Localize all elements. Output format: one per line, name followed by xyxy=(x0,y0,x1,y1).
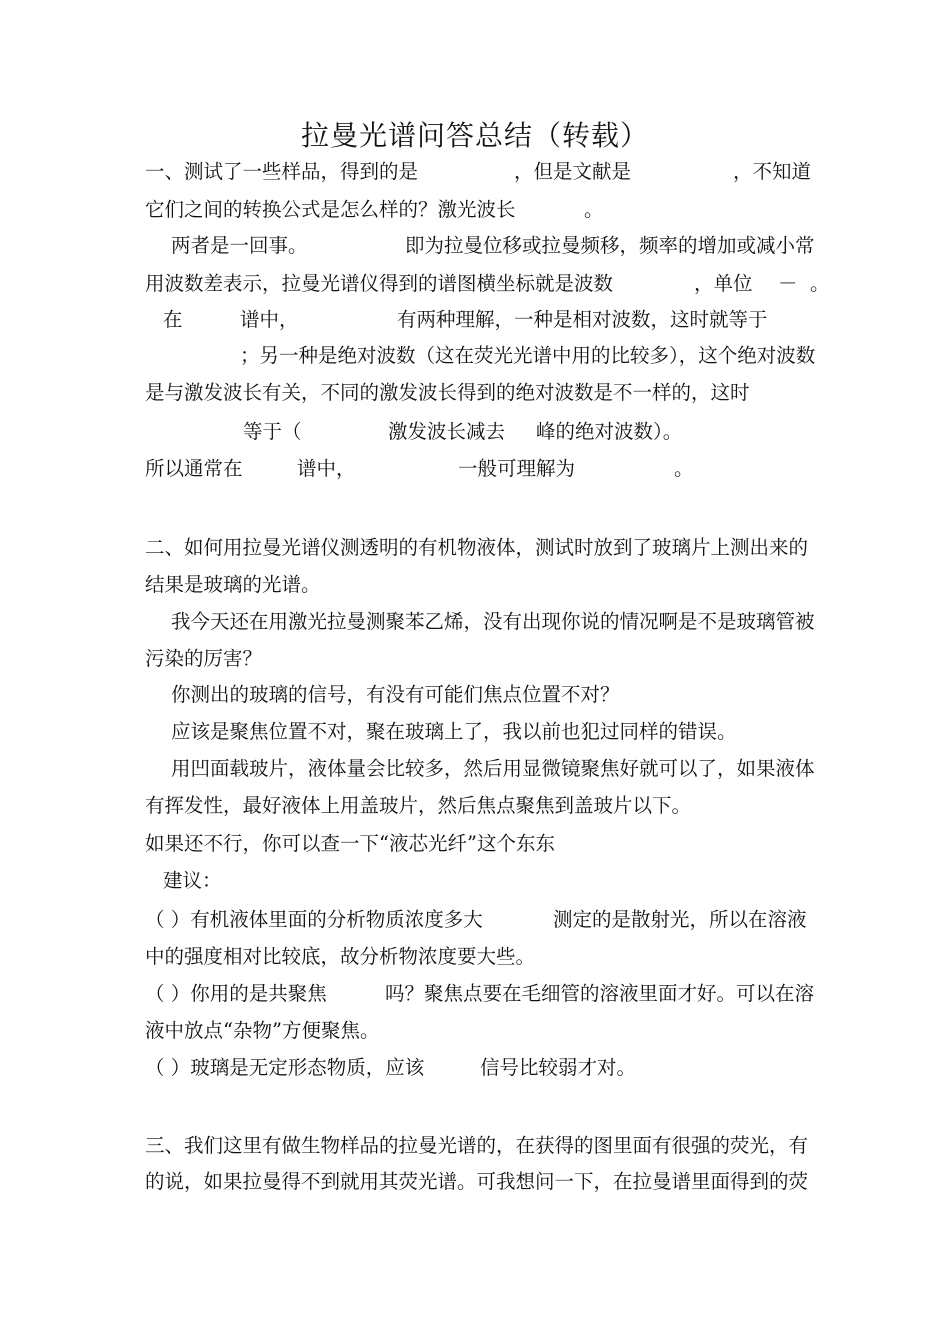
text-line: 在 xyxy=(163,308,183,331)
text-line: ，单位 xyxy=(694,272,753,295)
document-title: 拉曼光谱问答总结（转载） xyxy=(300,119,649,152)
text-line: 有挥发性，最好液体上用盖玻片，然后焦点聚焦到盖玻片以下。 xyxy=(145,794,692,817)
text-line: 结果是玻璃的光谱。 xyxy=(145,573,321,596)
text-line: ，不知道 xyxy=(733,160,812,183)
text-line: ；另一种是绝对波数（这在荧光光谱中用的比较多），这个绝对波数 xyxy=(240,344,816,367)
text-line: 用波数差表示，拉曼光谱仪得到的谱图横坐标就是波数 xyxy=(145,272,614,295)
text-line: 有两种理解，一种是相对波数，这时就等于 xyxy=(397,308,768,331)
text-line: 激发波长减去 xyxy=(388,420,506,443)
text-line: 应该是聚焦位置不对，聚在玻璃上了，我以前也犯过同样的错误。 xyxy=(171,720,737,743)
text-line: 是与激发波长有关，不同的激发波长得到的绝对波数是不一样的，这时 xyxy=(145,381,750,404)
text-line: 一、测试了一些样品，得到的是 xyxy=(145,160,419,183)
text-line: 吗？聚焦点要在毛细管的溶液里面才好。可以在溶 xyxy=(385,982,815,1005)
text-line: 用凹面载玻片，液体量会比较多，然后用显微镜聚焦好就可以了，如果液体 xyxy=(171,757,815,780)
text-line: （ ）你用的是共聚焦 xyxy=(145,982,327,1005)
text-line: 液中放点“杂物”方便聚焦。 xyxy=(145,1019,380,1042)
text-line: （ ）玻璃是无定形态物质，应该 xyxy=(145,1056,425,1079)
text-line: 我今天还在用激光拉曼测聚苯乙烯，没有出现你说的情况啊是不是玻璃管被 xyxy=(171,610,815,633)
text-line: 一般可理解为 xyxy=(458,457,576,480)
text-line: 三、我们这里有做生物样品的拉曼光谱的，在获得的图里面有很强的荧光，有 xyxy=(145,1134,809,1157)
text-line: 。 xyxy=(674,457,694,480)
text-line: 谱中， xyxy=(297,457,356,480)
text-line: （ ）有机液体里面的分析物质浓度多大 xyxy=(145,908,483,931)
text-line: ，但是文献是 xyxy=(514,160,632,183)
text-line: 污染的厉害？ xyxy=(145,647,263,670)
text-line: 两者是一回事。 xyxy=(171,234,308,257)
text-line: － xyxy=(778,272,798,295)
text-line: 所以通常在 xyxy=(145,457,243,480)
text-line: 的说，如果拉曼得不到就用其荧光谱。可我想问一下，在拉曼谱里面得到的荧 xyxy=(145,1170,809,1193)
text-line: 你测出的玻璃的信号，有没有可能们焦点位置不对？ xyxy=(171,683,620,706)
text-line: 等于（ xyxy=(243,420,302,443)
text-line: 建议： xyxy=(163,869,222,892)
text-line: 谱中， xyxy=(240,308,299,331)
text-line: 测定的是散射光，所以在溶液 xyxy=(553,908,807,931)
text-line: 二、如何用拉曼光谱仪测透明的有机物液体，测试时放到了玻璃片上测出来的 xyxy=(145,536,809,559)
text-line: 它们之间的转换公式是怎么样的？激光波长 xyxy=(145,198,516,221)
text-line: 。 xyxy=(810,272,830,295)
text-line: 峰的绝对波数）。 xyxy=(536,420,683,443)
text-line: 即为拉曼位移或拉曼频移，频率的增加或减小常 xyxy=(405,234,815,257)
text-line: 如果还不行，你可以查一下“液芯光纤”这个东东 xyxy=(145,832,555,855)
text-line: 中的强度相对比较底，故分析物浓度要大些。 xyxy=(145,945,536,968)
text-line: 。 xyxy=(584,198,604,221)
text-line: 信号比较弱才对。 xyxy=(480,1056,637,1079)
